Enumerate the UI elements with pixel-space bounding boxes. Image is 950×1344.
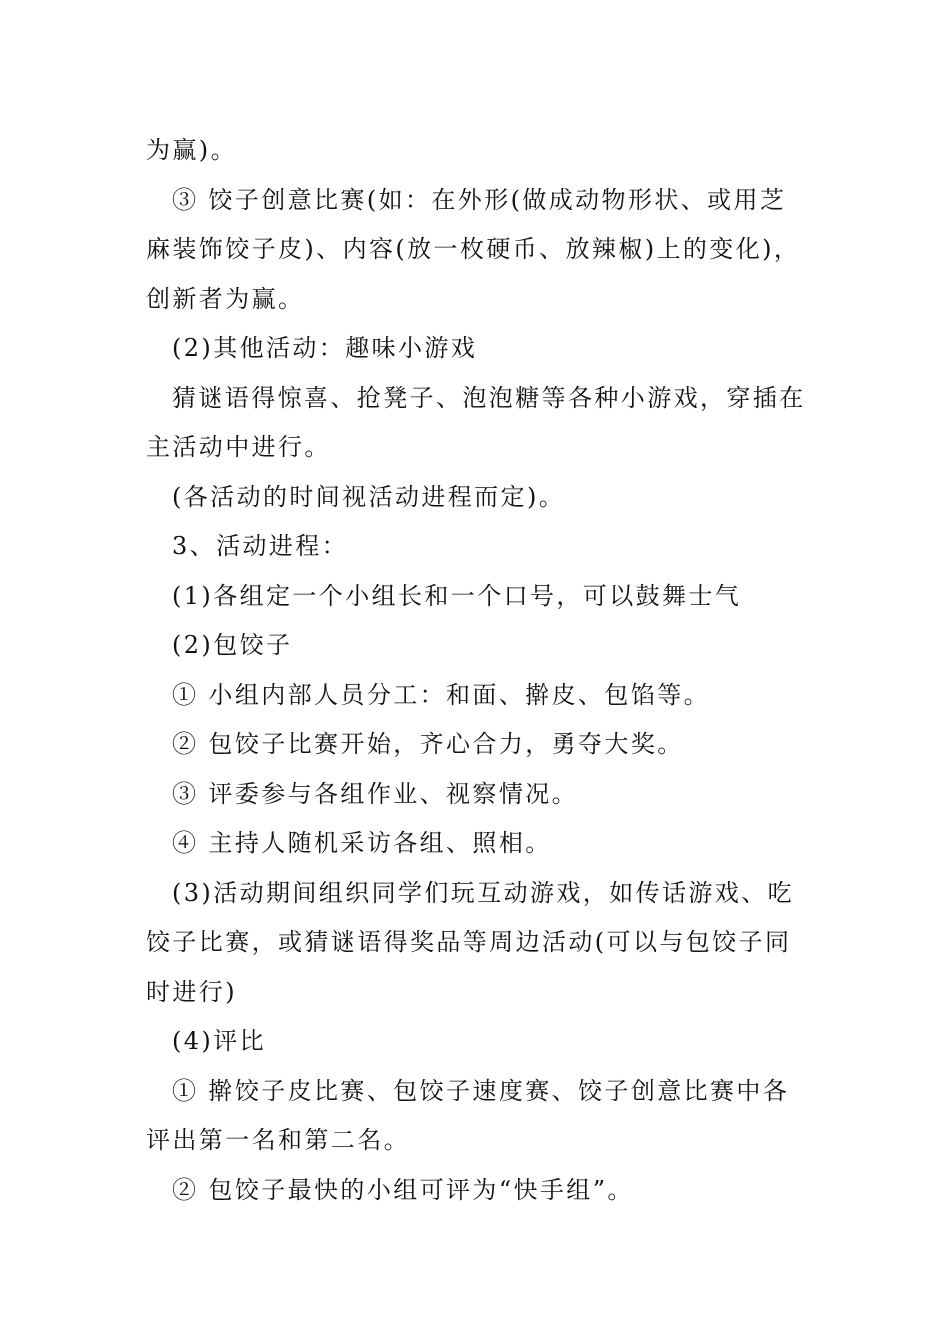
- list-item: ① 擀饺子皮比赛、包饺子速度赛、饺子创意比赛中各评出第一名和第二名。: [146, 1076, 790, 1154]
- list-item: ① 小组内部人员分工：和面、擀皮、包馅等。: [172, 680, 711, 709]
- paragraph: (2)其他活动：趣味小游戏: [172, 334, 478, 362]
- paragraph: ③ 饺子创意比赛(如：在外形(做成动物形状、或用芝麻装饰饺子皮)、内容(放一枚硬币、放辣椒)上的变化)，创新者为赢。: [146, 185, 801, 313]
- paragraph: (2)包饺子: [172, 631, 293, 659]
- list-item: ④ 主持人随机采访各组、照相。: [172, 829, 552, 857]
- paragraph: 猜谜语得惊喜、抢凳子、泡泡糖等各种小游戏，穿插在主活动中进行。: [146, 383, 806, 461]
- paragraph: (各活动的时间视活动进程而定)。: [172, 482, 566, 511]
- paragraph: (3)活动期间组织同学们玩互动游戏，如传话游戏、吃饺子比赛，或猜谜语得奖品等周边活动(可以与包饺子同时进行): [146, 878, 794, 1006]
- list-item: ② 包饺子比赛开始，齐心合力，勇夺大奖。: [172, 730, 684, 758]
- paragraph: (4)评比: [172, 1027, 266, 1055]
- paragraph: (1)各组定一个小组长和一个口号，可以鼓舞士气: [172, 581, 742, 610]
- section-heading: 3、活动进程：: [172, 532, 349, 560]
- paragraph: 为赢)。: [146, 136, 237, 164]
- list-item: ③ 评委参与各组作业、视察情况。: [172, 779, 579, 808]
- list-item: ② 包饺子最快的小组可评为“快手组”。: [172, 1175, 634, 1204]
- document-body: [146, 126, 808, 1215]
